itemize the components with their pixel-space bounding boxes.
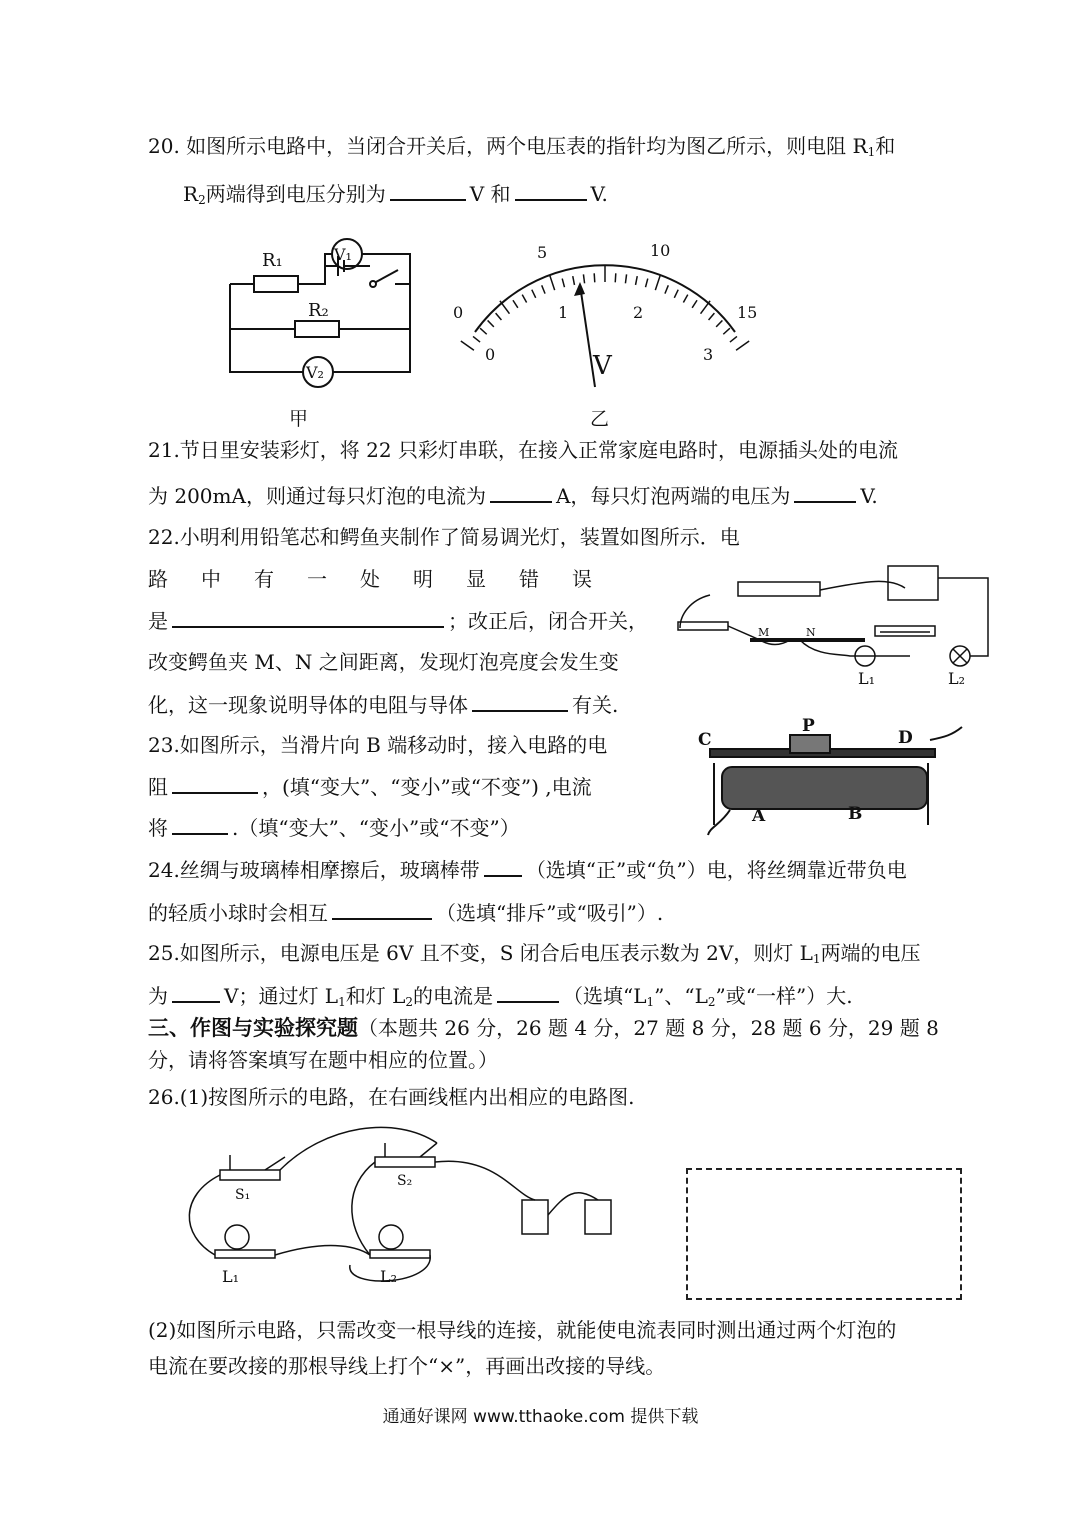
svg-text:D: D bbox=[898, 728, 913, 748]
dial-tick bbox=[736, 341, 749, 350]
q22-line1: 22.小明利用铅笔芯和鳄鱼夹制作了简易调光灯，装置如图所示．电 bbox=[148, 525, 740, 549]
q26-part2-line1: (2)如图所示电路，只需改变一根导线的连接，就能使电流表同时测出通过两个灯泡的 bbox=[148, 1318, 897, 1342]
q25-blank-2[interactable] bbox=[497, 981, 559, 1003]
dimmer-lamp-figure bbox=[670, 560, 1000, 695]
dial-tick bbox=[542, 285, 545, 293]
dial-tick bbox=[716, 320, 722, 326]
dial-tick bbox=[522, 295, 526, 303]
svg-text:L₁: L₁ bbox=[222, 1267, 240, 1286]
v2-label: V₂ bbox=[306, 363, 324, 382]
q24-line1: 24.丝绸与玻璃棒相摩擦后，玻璃棒带 （选填“正”或“负”）电，将丝绸靠近带负电 bbox=[148, 855, 907, 884]
q22-line4: 改变鳄鱼夹 M、N 之间距离，发现灯泡亮度会发生变 bbox=[148, 650, 619, 674]
caption-yi: 乙 bbox=[590, 408, 610, 430]
dial-tick bbox=[723, 328, 730, 334]
svg-text:10: 10 bbox=[650, 241, 671, 260]
q21-line2: 为 200mA，则通过每只灯泡的电流为 A，每只灯泡两端的电压为 V. bbox=[148, 481, 878, 510]
svg-text:N: N bbox=[806, 626, 816, 639]
svg-text:0: 0 bbox=[485, 345, 496, 364]
q23-line3: 将 .（填“变大”、“变小”或“不变”） bbox=[148, 813, 520, 842]
svg-text:S₁: S₁ bbox=[235, 1187, 251, 1203]
section3-header: 三、作图与实验探究题（本题共 26 分，26 题 4 分，27 题 8 分，28 题 6 分，29 题 8 bbox=[148, 1016, 939, 1040]
q25-line2: 为 V；通过灯 $L_1$和灯 $L_2$的电流是 （选填“$L_1$”、“$L_2$”或“一样”）大. bbox=[148, 981, 853, 1016]
r1-label: R₁ bbox=[262, 250, 283, 271]
q22-line5: 化，这一现象说明导体的电阻与导体 有关. bbox=[148, 690, 618, 719]
dial-tick bbox=[562, 279, 564, 288]
q22-line2: 路中有一处明显错误 bbox=[148, 567, 625, 591]
dial-tick bbox=[500, 301, 510, 314]
svg-text:B: B bbox=[848, 804, 863, 824]
q21-line1: 21.节日里安装彩灯，将 22 只彩灯串联，在接入正常家庭电路时，电源插头处的电流 bbox=[148, 438, 898, 462]
q24-blank-1[interactable] bbox=[484, 855, 522, 877]
dial-tick bbox=[496, 313, 502, 320]
svg-text:15: 15 bbox=[737, 303, 758, 322]
section3-desc2: 分，请将答案填写在题中相应的位置。） bbox=[148, 1048, 498, 1072]
caption-jia: 甲 bbox=[289, 408, 309, 430]
dial-tick bbox=[513, 300, 518, 308]
dial-tick bbox=[532, 290, 536, 298]
q20-blank-1[interactable] bbox=[390, 179, 466, 201]
svg-text:L₁: L₁ bbox=[858, 669, 876, 688]
sliding-rheostat-figure bbox=[690, 715, 965, 845]
svg-text:C: C bbox=[698, 730, 712, 750]
q21-blank-1[interactable] bbox=[490, 481, 552, 503]
footer: 通通好课网 www.tthaoke.com 提供下载 bbox=[382, 1407, 699, 1427]
voltmeter-dial-yi bbox=[445, 232, 765, 432]
dial-tick bbox=[550, 275, 555, 290]
q26-physical-circuit bbox=[175, 1115, 625, 1295]
dial-tick bbox=[594, 273, 595, 282]
q20-blank-2[interactable] bbox=[515, 179, 587, 201]
dial-tick bbox=[636, 276, 638, 285]
dial-tick bbox=[625, 274, 626, 283]
svg-text:L₂: L₂ bbox=[380, 1267, 398, 1286]
q24-line2: 的轻质小球时会相互 （选填“排斥”或“吸引”）. bbox=[148, 898, 663, 927]
drawing-box[interactable] bbox=[686, 1168, 962, 1300]
svg-text:A: A bbox=[752, 806, 766, 826]
dial-tick bbox=[473, 336, 480, 342]
dial-tick bbox=[701, 301, 711, 314]
dial-tick bbox=[655, 275, 660, 290]
dial-tick bbox=[573, 276, 575, 285]
q25-line1: 25.如图所示，电源电压是 6V 且不变，S 闭合后电压表示数为 2V，则灯 $L_1$两端的电压 bbox=[148, 941, 921, 966]
svg-text:5: 5 bbox=[537, 243, 548, 262]
section3-title: 三、作图与实验探究题 bbox=[148, 1016, 358, 1040]
dial-tick bbox=[665, 285, 668, 293]
dial-tick bbox=[488, 320, 494, 326]
dial-tick bbox=[480, 328, 487, 334]
svg-text:M: M bbox=[758, 626, 770, 639]
svg-text:L₂: L₂ bbox=[948, 669, 966, 688]
svg-text:1: 1 bbox=[558, 303, 569, 322]
dial-unit: V bbox=[593, 351, 612, 381]
v1-label: V₁ bbox=[334, 245, 352, 264]
q22-blank-2[interactable] bbox=[472, 690, 568, 712]
q22-blank-1[interactable] bbox=[172, 606, 444, 628]
q26-part2-line2: 电流在要改接的那根导线上打个“×”，再画出改接的导线。 bbox=[148, 1354, 666, 1378]
q24-blank-2[interactable] bbox=[332, 898, 432, 920]
dial-tick bbox=[683, 295, 687, 303]
dial-tick bbox=[709, 313, 715, 320]
q20-line1: 20. 如图所示电路中，当闭合开关后，两个电压表的指针均为图乙所示，则电阻 $R_1$和 bbox=[148, 134, 896, 159]
q25-blank-1[interactable] bbox=[172, 981, 220, 1003]
dial-tick bbox=[692, 300, 697, 308]
q23-line1: 23.如图所示，当滑片向 B 端移动时，接入电路的电 bbox=[148, 733, 608, 757]
dial-tick bbox=[646, 279, 648, 288]
svg-text:0: 0 bbox=[453, 303, 464, 322]
q21-blank-2[interactable] bbox=[794, 481, 856, 503]
svg-text:P: P bbox=[802, 716, 815, 736]
q26-part1: 26.(1)按图所示的电路，在右画线框内出相应的电路图. bbox=[148, 1085, 635, 1109]
q20-line2: $R_2$两端得到电压分别为 V 和 V. bbox=[183, 179, 608, 214]
circuit-diagram-jia bbox=[220, 232, 420, 432]
dial-tick bbox=[674, 290, 678, 298]
q23-blank-1[interactable] bbox=[172, 772, 258, 794]
dial-tick bbox=[615, 273, 616, 282]
q23-blank-2[interactable] bbox=[172, 813, 228, 835]
r2-label: R₂ bbox=[308, 300, 329, 321]
dial-tick bbox=[730, 336, 737, 342]
q22-line3: 是 ；改正后，闭合开关， bbox=[148, 606, 648, 635]
dial-tick bbox=[583, 274, 584, 283]
dial-tick bbox=[461, 341, 474, 350]
svg-text:3: 3 bbox=[703, 345, 714, 364]
svg-text:S₂: S₂ bbox=[397, 1173, 413, 1189]
q23-line2: 阻 ，(填“变大”、“变小”或“不变”) ,电流 bbox=[148, 772, 592, 801]
svg-text:2: 2 bbox=[633, 303, 644, 322]
